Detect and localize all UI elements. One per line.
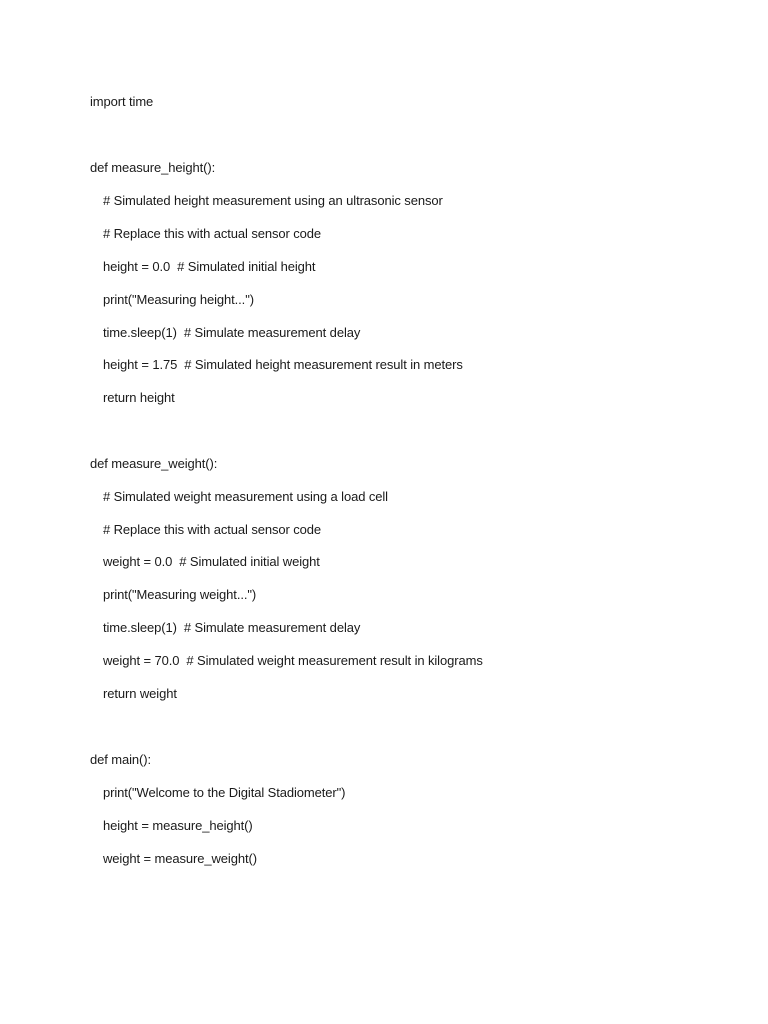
code-line-print: print("Measuring weight...") [103,587,257,602]
code-line-comment: # Replace this with actual sensor code [103,226,322,241]
code-line-assignment: height = 0.0 # Simulated initial height [103,259,316,274]
code-line-assignment: weight = 70.0 # Simulated weight measurement result in kilograms [103,653,483,668]
code-line-comment: # Simulated weight measurement using a load cell [103,489,388,504]
code-line-comment: # Simulated height measurement using an ultrasonic sensor [103,193,443,208]
code-line-print: print("Welcome to the Digital Stadiometer") [103,785,346,800]
code-line-def-main: def main(): [90,752,152,767]
code-line-assignment: weight = 0.0 # Simulated initial weight [103,554,320,569]
code-line-return: return height [103,390,175,405]
code-line-def-measure-height: def measure_height(): [90,160,216,175]
code-line-def-measure-weight: def measure_weight(): [90,456,218,471]
code-line-assignment: weight = measure_weight() [103,851,257,866]
code-line-assignment: height = 1.75 # Simulated height measurement result in meters [103,357,463,372]
code-line-return: return weight [103,686,177,701]
code-line-sleep: time.sleep(1) # Simulate measurement delay [103,620,361,635]
code-line-comment: # Replace this with actual sensor code [103,522,322,537]
code-line-import: import time [90,94,154,109]
code-line-sleep: time.sleep(1) # Simulate measurement delay [103,325,361,340]
code-line-assignment: height = measure_height() [103,818,253,833]
code-line-print: print("Measuring height...") [103,292,254,307]
